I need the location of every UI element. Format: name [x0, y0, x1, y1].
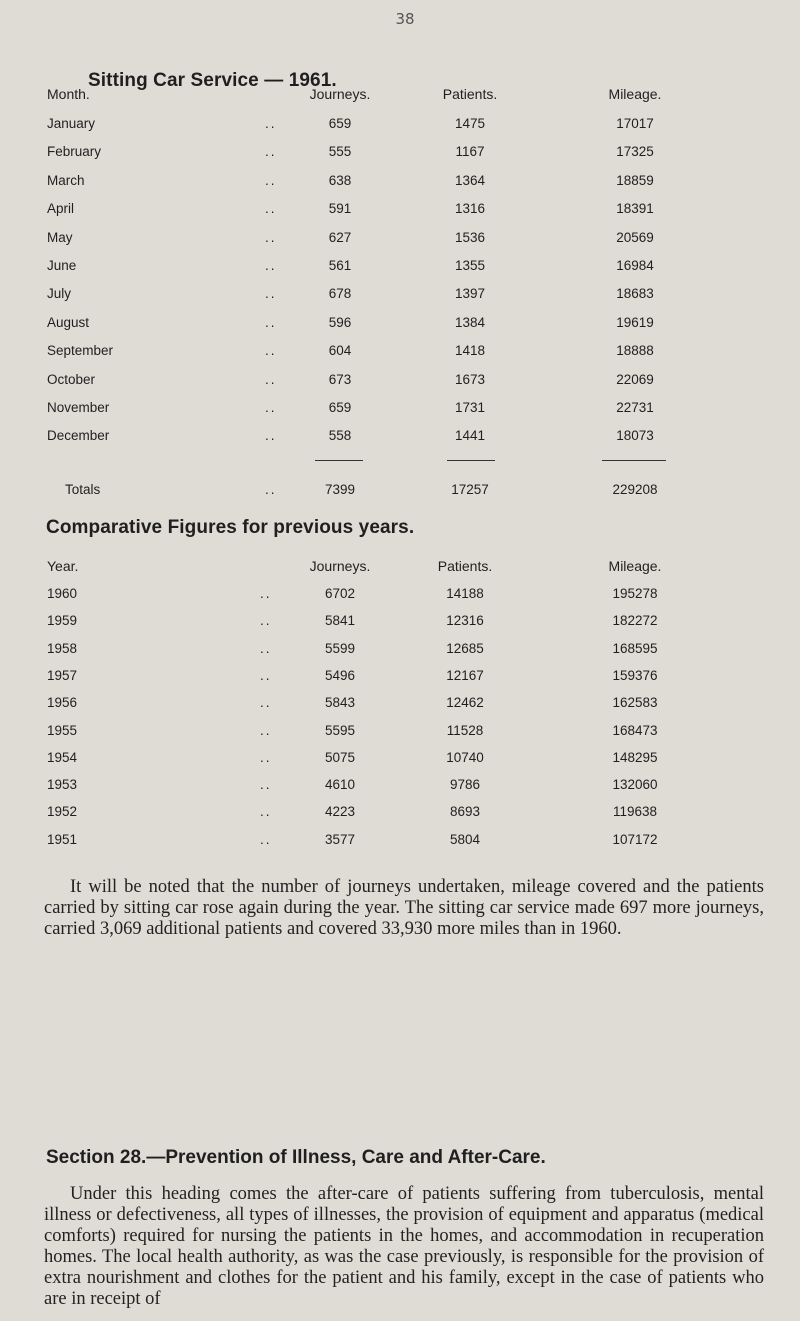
totals-journeys: 7399	[324, 482, 356, 497]
patients-total-rule	[447, 460, 495, 461]
monthly-header-row	[0, 86, 800, 106]
table-row	[0, 428, 800, 448]
leader-dots: ..	[260, 695, 272, 711]
mileage-cell: 148295	[612, 749, 658, 765]
patients-cell: 12685	[446, 640, 484, 656]
mileage-cell: 16984	[616, 258, 654, 273]
journeys-cell: 3577	[324, 831, 356, 847]
patients-cell: 1167	[455, 144, 485, 160]
journeys-cell: 5496	[324, 667, 356, 683]
table-row	[0, 173, 800, 193]
mileage-cell: 20569	[616, 229, 654, 245]
journeys-cell: 555	[328, 144, 352, 160]
month-cell: November	[47, 400, 110, 415]
year-cell: 1951	[47, 831, 78, 847]
mileage-cell: 18859	[616, 172, 654, 188]
comparative-header-row	[0, 558, 800, 578]
patients-cell: 12462	[446, 695, 484, 711]
month-cell: May	[47, 229, 73, 245]
journeys-cell: 5599	[324, 640, 356, 656]
year-cell: 1957	[47, 667, 78, 683]
patients-cell: 1384	[454, 314, 486, 330]
year-cell: 1952	[47, 804, 78, 820]
table-row	[0, 201, 800, 221]
table-row	[0, 695, 800, 715]
section-heading: Section 28.—Prevention of Illness, Care and After-Care.	[46, 1147, 546, 1168]
month-cell: September	[47, 343, 114, 359]
journeys-header: Journeys.	[309, 558, 371, 574]
table-row	[0, 372, 800, 392]
totals-row	[0, 482, 800, 502]
month-cell: July	[47, 286, 72, 302]
year-header: Year.	[47, 558, 79, 574]
journeys-cell: 5841	[324, 613, 356, 629]
journeys-cell: 627	[328, 229, 352, 245]
table-row	[0, 804, 800, 824]
mileage-cell: 107172	[612, 831, 658, 847]
mileage-total-rule	[602, 460, 666, 461]
patients-cell: 1397	[454, 286, 486, 302]
journeys-header: Journeys.	[309, 86, 371, 102]
page-number: 38	[395, 10, 415, 28]
month-cell: April	[47, 201, 75, 217]
month-cell: June	[47, 258, 77, 273]
year-cell: 1955	[47, 722, 78, 738]
journeys-cell: 5843	[324, 695, 356, 711]
journeys-cell: 561	[328, 258, 352, 273]
table-row	[0, 230, 800, 250]
mileage-cell: 162583	[612, 695, 658, 711]
patients-header: Patients.	[442, 86, 498, 102]
year-cell: 1953	[47, 777, 78, 793]
journeys-cell: 6702	[324, 586, 356, 601]
patients-cell: 1364	[454, 172, 486, 188]
mileage-cell: 159376	[612, 667, 658, 683]
totals-mileage: 229208	[612, 482, 658, 497]
leader-dots: ..	[260, 831, 272, 847]
patients-cell: 1536	[454, 229, 486, 245]
table-row	[0, 586, 800, 606]
journeys-cell: 558	[328, 428, 352, 444]
journeys-total-rule	[315, 460, 363, 461]
year-cell: 1954	[47, 749, 78, 765]
patients-cell: 5804	[449, 831, 481, 847]
leader-dots: ..	[260, 722, 272, 738]
table-row	[0, 258, 800, 278]
section-text: Under this heading comes the after-care of patients suffering from tuberculosis, mental illness or defectiveness, all types of illnesses, the provision of equipment and apparatus (medical comforts) required for nursing the patients in the homes, and accommodation in recuperation homes. The local health authority, as was the case previously, is responsible for the provision of extra nourishment and clothes for the patient and his family, except in the case of patients who are in receipt of	[44, 1184, 764, 1309]
journeys-cell: 659	[328, 400, 352, 415]
table-row	[0, 400, 800, 420]
leader-dots: ..	[260, 667, 272, 683]
monthly-table-title: Sitting Car Service — 1961.	[88, 70, 337, 91]
leader-dots: ..	[265, 314, 277, 330]
totals-patients: 17257	[451, 482, 489, 497]
table-row	[0, 116, 800, 136]
patients-cell: 10740	[446, 749, 484, 765]
summary-text: It will be noted that the number of journeys undertaken, mileage covered and the patients carried by sitting car rose again during the year. The sitting car service made 697 more journeys, carried 3,069 additional patients and covered 33,930 more miles than in 1960.	[44, 877, 764, 939]
totals-label: Totals	[65, 482, 101, 497]
mileage-cell: 132060	[612, 777, 658, 793]
journeys-cell: 678	[328, 286, 352, 302]
patients-header: Patients.	[437, 558, 493, 574]
month-cell: March	[47, 172, 85, 188]
patients-cell: 1441	[454, 428, 486, 444]
mileage-cell: 17017	[616, 116, 654, 131]
year-cell: 1960	[47, 586, 78, 601]
mileage-cell: 18888	[616, 343, 654, 359]
leader-dots: ..	[260, 586, 272, 601]
table-row	[0, 750, 800, 770]
month-cell: December	[47, 428, 110, 444]
summary-paragraph	[44, 877, 764, 940]
patients-cell: 1673	[454, 371, 486, 387]
patients-cell: 11528	[446, 722, 484, 738]
month-cell: February	[47, 144, 102, 160]
table-row	[0, 777, 800, 797]
mileage-cell: 182272	[612, 613, 658, 629]
journeys-cell: 5075	[324, 749, 356, 765]
leader-dots: ..	[260, 749, 272, 765]
month-cell: August	[47, 314, 90, 330]
patients-cell: 14188	[446, 586, 484, 601]
mileage-cell: 119638	[612, 804, 658, 820]
leader-dots: ..	[265, 201, 277, 217]
mileage-cell: 18391	[616, 201, 654, 217]
mileage-header: Mileage.	[608, 558, 662, 574]
journeys-cell: 4223	[324, 804, 356, 820]
comparative-table-title: Comparative Figures for previous years.	[46, 517, 415, 538]
leader-dots: ..	[265, 286, 277, 302]
table-row	[0, 723, 800, 743]
mileage-cell: 22069	[616, 371, 654, 387]
leader-dots: ..	[265, 172, 277, 188]
patients-cell: 1418	[454, 343, 486, 359]
leader-dots: ..	[260, 613, 272, 629]
patients-cell: 8693	[449, 804, 481, 820]
patients-cell: 1355	[454, 258, 486, 273]
table-row	[0, 613, 800, 633]
mileage-cell: 22731	[616, 400, 654, 415]
mileage-cell: 168595	[612, 640, 658, 656]
month-header: Month.	[47, 86, 90, 102]
leader-dots: ..	[265, 116, 277, 131]
journeys-cell: 4610	[324, 777, 356, 793]
leader-dots: ..	[260, 640, 272, 656]
mileage-cell: 18073	[616, 428, 654, 444]
journeys-cell: 638	[328, 172, 352, 188]
section-paragraph	[44, 1184, 764, 1310]
table-row	[0, 343, 800, 363]
journeys-cell: 5595	[324, 722, 356, 738]
table-row	[0, 832, 800, 852]
journeys-cell: 596	[328, 314, 352, 330]
journeys-cell: 591	[328, 201, 352, 217]
journeys-cell: 673	[328, 371, 352, 387]
leader-dots: ..	[265, 343, 277, 359]
leader-dots: ..	[265, 144, 277, 160]
table-row	[0, 286, 800, 306]
leader-dots: ..	[265, 371, 277, 387]
patients-cell: 1731	[454, 400, 486, 415]
journeys-cell: 659	[328, 116, 352, 131]
leader-dots: ..	[260, 804, 272, 820]
mileage-cell: 18683	[616, 286, 654, 302]
journeys-cell: 604	[328, 343, 352, 359]
leader-dots: ..	[265, 258, 277, 273]
leader-dots: ..	[265, 229, 277, 245]
year-cell: 1959	[47, 613, 78, 629]
mileage-header: Mileage.	[608, 86, 662, 102]
patients-cell: 12167	[446, 667, 484, 683]
table-row	[0, 668, 800, 688]
year-cell: 1956	[47, 695, 78, 711]
month-cell: October	[47, 371, 96, 387]
table-row	[0, 144, 800, 164]
table-row	[0, 641, 800, 661]
leader-dots: ..	[260, 777, 272, 793]
patients-cell: 12316	[446, 613, 484, 629]
table-row	[0, 315, 800, 335]
mileage-cell: 195278	[612, 586, 658, 601]
mileage-cell: 17325	[616, 144, 654, 160]
patients-cell: 1475	[454, 116, 486, 131]
mileage-cell: 168473	[612, 722, 658, 738]
leader-dots: ..	[265, 400, 277, 415]
leader-dots: ..	[265, 482, 277, 497]
patients-cell: 1316	[454, 201, 486, 217]
month-cell: January	[47, 116, 96, 131]
patients-cell: 9786	[449, 777, 481, 793]
year-cell: 1958	[47, 640, 78, 656]
leader-dots: ..	[265, 428, 277, 444]
mileage-cell: 19619	[616, 314, 654, 330]
